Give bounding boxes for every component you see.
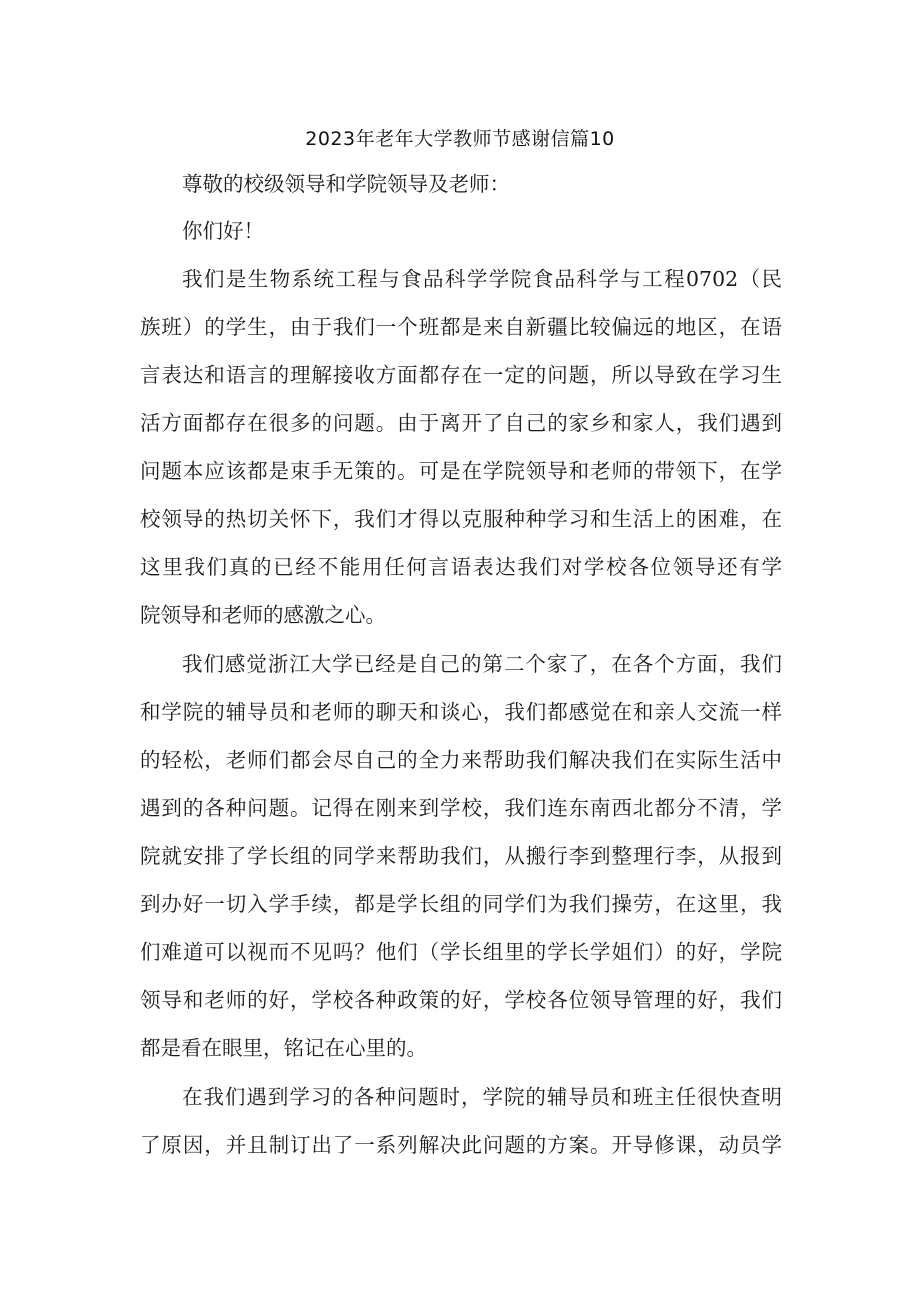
paragraph-line: 言表达和语言的理解接收方面都存在一定的问题，所以导致在学习生 bbox=[140, 363, 782, 387]
paragraph-line: 了原因，并且制订出了一系列解决此问题的方案。开导修课，动员学 bbox=[140, 1133, 782, 1157]
greeting: 你们好！ bbox=[182, 219, 264, 243]
paragraph-line: 我们是生物系统工程与食品科学学院食品科学与工程0702（民 bbox=[182, 267, 782, 291]
document-title: 2023年老年大学教师节感谢信篇10 bbox=[305, 128, 615, 150]
paragraph-line: 在我们遇到学习的各种问题时，学院的辅导员和班主任很快查明 bbox=[182, 1085, 782, 1109]
paragraph-line: 院就安排了学长组的同学来帮助我们，从搬行李到整理行李，从报到 bbox=[140, 844, 782, 868]
paragraph-line: 校领导的热切关怀下，我们才得以克服种种学习和生活上的困难，在 bbox=[140, 507, 782, 531]
paragraph-line: 到办好一切入学手续，都是学长组的同学们为我们操劳，在这里，我 bbox=[140, 892, 782, 916]
paragraph-line: 院领导和老师的感激之心。 bbox=[140, 603, 386, 627]
paragraph-line: 和学院的辅导员和老师的聊天和谈心，我们都感觉在和亲人交流一样 bbox=[140, 700, 782, 724]
paragraph-line: 领导和老师的好，学校各种政策的好，学校各位领导管理的好，我们 bbox=[140, 988, 782, 1012]
paragraph-line: 我们感觉浙江大学已经是自己的第二个家了，在各个方面，我们 bbox=[182, 652, 782, 676]
paragraph-line: 活方面都存在很多的问题。由于离开了自己的家乡和家人，我们遇到 bbox=[140, 411, 782, 435]
paragraph-line: 族班）的学生，由于我们一个班都是来自新疆比较偏远的地区，在语 bbox=[140, 315, 782, 339]
paragraph-line: 遇到的各种问题。记得在刚来到学校，我们连东南西北都分不清，学 bbox=[140, 796, 782, 820]
paragraph-line: 问题本应该都是束手无策的。可是在学院领导和老师的带领下，在学 bbox=[140, 459, 782, 483]
paragraph-line: 们难道可以视而不见吗？他们（学长组里的学长学姐们）的好，学院 bbox=[140, 940, 782, 964]
salutation: 尊敬的校级领导和学院领导及老师： bbox=[182, 172, 510, 196]
paragraph-line: 都是看在眼里，铭记在心里的。 bbox=[140, 1036, 427, 1060]
paragraph-line: 的轻松，老师们都会尽自己的全力来帮助我们解决我们在实际生活中 bbox=[140, 748, 782, 772]
paragraph-line: 这里我们真的已经不能用任何言语表达我们对学校各位领导还有学 bbox=[140, 555, 782, 579]
